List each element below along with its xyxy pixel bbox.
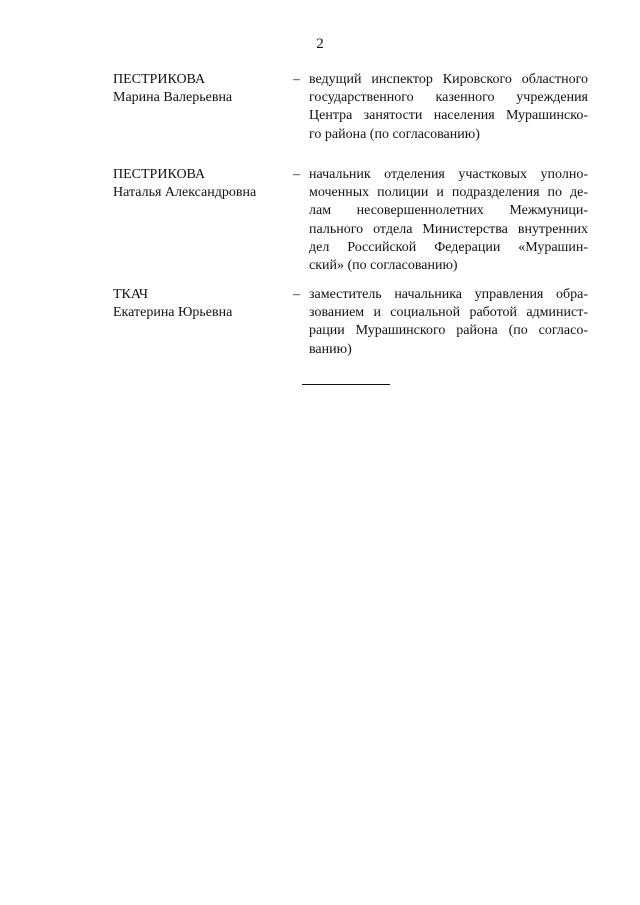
- position-line: государственного казенного учреждения: [309, 90, 588, 106]
- position-line: заместитель начальника управления обра-: [309, 287, 588, 302]
- member-surname: ПЕСТРИКОВА: [113, 72, 206, 87]
- member-position: [309, 166, 588, 275]
- member-surname: ПЕСТРИКОВА: [113, 167, 206, 182]
- position-line: пального отдела Министерства внутренних: [309, 221, 588, 237]
- member-given-names: Марина Валерьевна: [113, 90, 233, 105]
- position-line: начальник отделения участковых уполно-: [309, 167, 588, 182]
- position-line: лам несовершеннолетних Межмуници-: [309, 203, 588, 219]
- position-line: ведущий инспектор Кировского областного: [309, 72, 588, 87]
- member-name: [113, 71, 283, 107]
- dash-separator: –: [293, 167, 300, 182]
- page-number: 2: [316, 36, 324, 52]
- member-given-names: Наталья Александровна: [113, 185, 257, 200]
- position-line: ский» (по согласованию): [309, 258, 458, 274]
- closing-rule: [302, 384, 390, 385]
- dash-separator: –: [293, 287, 300, 302]
- member-name: [113, 286, 283, 322]
- member-position: [309, 286, 588, 359]
- member-position: [309, 71, 588, 144]
- position-line: Центра занятости населения Мурашинско-: [309, 108, 588, 124]
- position-line: дел Российской Федерации «Мурашин-: [309, 239, 588, 255]
- member-name: [113, 166, 283, 202]
- position-line: ванию): [309, 341, 352, 357]
- position-line: рации Мурашинского района (по согласо-: [309, 323, 588, 339]
- position-line: го района (по согласованию): [309, 126, 480, 142]
- position-line: зованием и социальной работой админист-: [309, 305, 588, 321]
- member-surname: ТКАЧ: [113, 287, 148, 302]
- position-line: моченных полиции и подразделения по де-: [309, 185, 588, 201]
- member-given-names: Екатерина Юрьевна: [113, 305, 233, 320]
- dash-separator: –: [293, 72, 300, 87]
